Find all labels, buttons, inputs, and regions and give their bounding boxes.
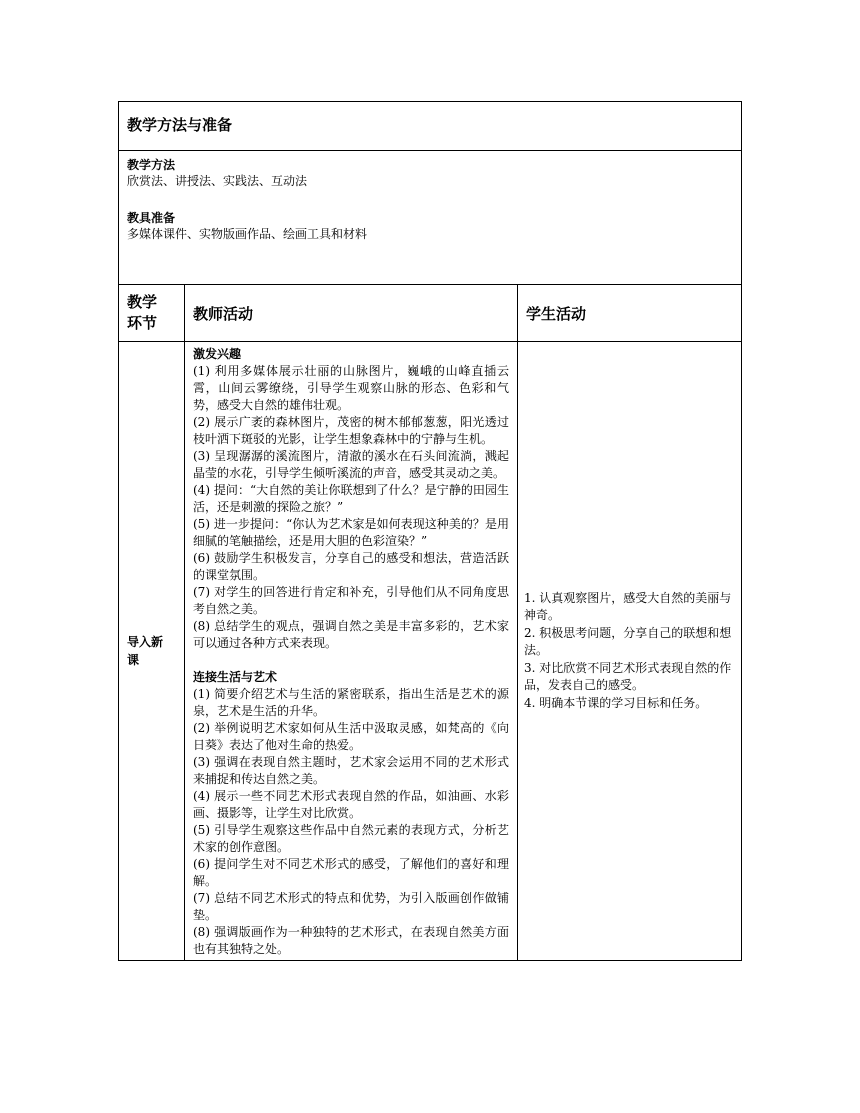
- teacher-item: (8) 总结学生的观点，强调自然之美是丰富多彩的，艺术家可以通过各种方式来表现。: [193, 619, 509, 650]
- header-stage-cell: [119, 285, 185, 342]
- header-teacher: 教师活动: [193, 304, 254, 323]
- teacher-item: (3) 呈现潺潺的溪流图片，清澈的溪水在石头间流淌，溅起晶莹的水花，引导学生倾听溪流的声音，感受其灵动之美。: [193, 449, 509, 480]
- teacher-item: (1) 简要介绍艺术与生活的紧密联系，指出生活是艺术的源泉，艺术是生活的升华。: [193, 687, 509, 718]
- teacher-section-title: 激发兴趣: [193, 347, 242, 361]
- preparation-cell: [119, 151, 742, 285]
- teacher-item: (5) 进一步提问：“你认为艺术家是如何表现这种美的？是用细腻的笔触描绘，还是用大胆的色彩渲染？”: [193, 517, 509, 548]
- teacher-item: (5) 引导学生观察这些作品中自然元素的表现方式，分析艺术家的创作意图。: [193, 823, 509, 854]
- teacher-item: (6) 提问学生对不同艺术形式的感受，了解他们的喜好和理解。: [193, 857, 509, 888]
- teacher-item: (2) 展示广袤的森林图片，茂密的树木郁郁葱葱，阳光透过枝叶洒下斑驳的光影，让学生想象森林中的宁静与生机。: [193, 415, 509, 446]
- teacher-item: (2) 举例说明艺术家如何从生活中汲取灵感，如梵高的《向日葵》表达了他对生命的热爱。: [193, 721, 509, 752]
- header-stage: 教学环节: [127, 293, 158, 332]
- student-activity-cell: [518, 342, 742, 961]
- materials-text: 多媒体课件、实物版画作品、绘画工具和材料: [127, 227, 368, 241]
- teacher-item: (7) 对学生的回答进行肯定和补充，引导他们从不同角度思考自然之美。: [193, 585, 509, 616]
- methods-heading: 教学方法: [127, 158, 176, 172]
- teacher-item: (8) 强调版画作为一种独特的艺术形式，在表现自然美方面也有其独特之处。: [193, 925, 509, 956]
- student-item: 4. 明确本节课的学习目标和任务。: [524, 695, 708, 710]
- materials-heading: 教具准备: [127, 211, 176, 225]
- teacher-activity-cell: [185, 342, 518, 961]
- student-item: 3. 对比欣赏不同艺术形式表现自然的作品，发表自己的感受。: [524, 660, 732, 693]
- teacher-item: (4) 提问：“大自然的美让你联想到了什么？是宁静的田园生活，还是刺激的探险之旅？”: [193, 483, 509, 514]
- student-item: 1. 认真观察图片，感受大自然的美丽与神奇。: [524, 590, 732, 623]
- teacher-item: (7) 总结不同艺术形式的特点和优势，为引入版画创作做铺垫。: [193, 891, 509, 922]
- student-item: 2. 积极思考问题，分享自己的联想和想法。: [524, 625, 732, 658]
- teacher-item: (6) 鼓励学生积极发言，分享自己的感受和想法，营造活跃的课堂氛围。: [193, 551, 509, 582]
- stage-label: 导入新课: [127, 635, 164, 667]
- methods-text: 欣赏法、讲授法、实践法、互动法: [127, 174, 308, 188]
- stage-cell: [119, 342, 185, 961]
- section-title: 教学方法与准备: [127, 116, 233, 134]
- lesson-plan-table: [118, 101, 742, 961]
- teacher-item: (4) 展示一些不同艺术形式表现自然的作品，如油画、水彩画、摄影等，让学生对比欣赏。: [193, 789, 509, 820]
- header-student: 学生活动: [526, 304, 587, 323]
- teacher-item: (1) 利用多媒体展示壮丽的山脉图片，巍峨的山峰直插云霄，山间云雾缭绕，引导学生观察山脉的形态、色彩和气势，感受大自然的雄伟壮观。: [193, 364, 509, 412]
- section-title-cell: [119, 102, 742, 151]
- header-teacher-cell: [185, 285, 518, 342]
- teacher-item: (3) 强调在表现自然主题时，艺术家会运用不同的艺术形式来捕捉和传达自然之美。: [193, 755, 509, 786]
- teacher-section-title: 连接生活与艺术: [193, 670, 278, 684]
- header-student-cell: [518, 285, 742, 342]
